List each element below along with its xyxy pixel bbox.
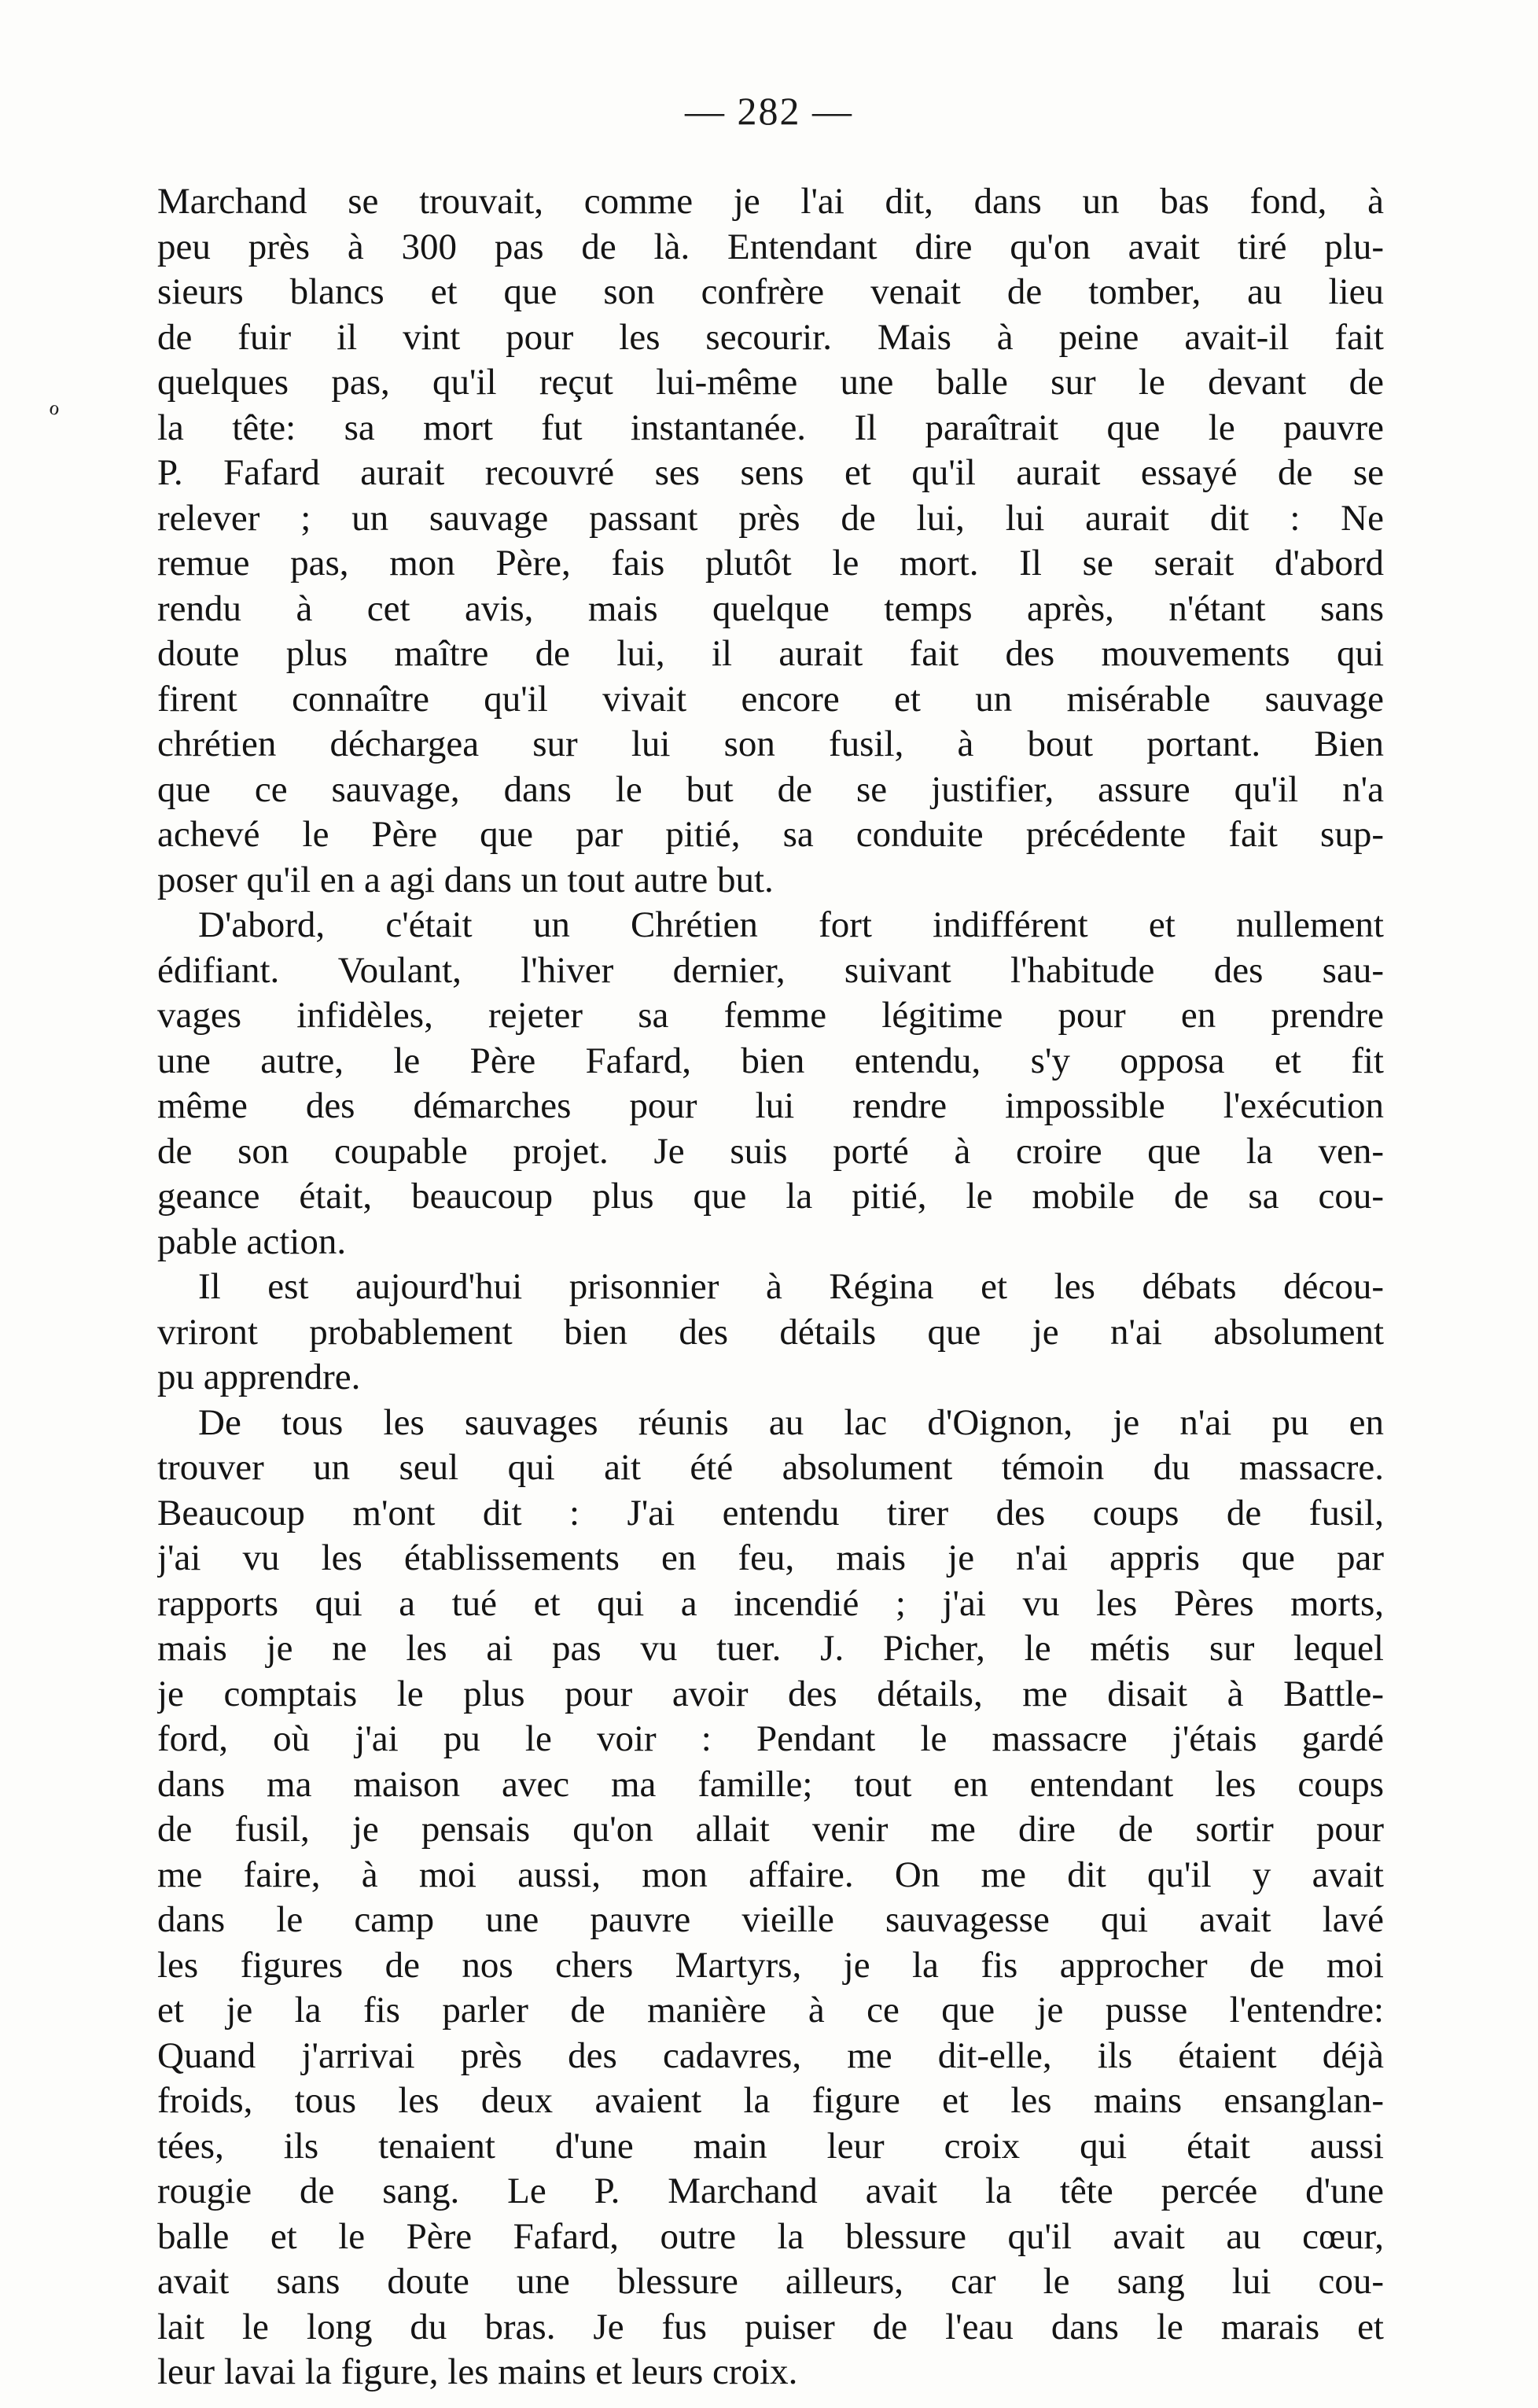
- text-line: quelques pas, qu'il reçut lui-même une balle sur le devant de: [157, 362, 1384, 403]
- text-line: dans le camp une pauvre vieille sauvagesse qui avait lavé: [157, 1899, 1384, 1940]
- text-line: froids, tous les deux avaient la figure et les mains ensanglan-: [157, 2080, 1384, 2121]
- text-line: D'abord, c'était un Chrétien fort indifférent et nullement: [198, 904, 1384, 945]
- text-line: Beaucoup m'ont dit : J'ai entendu tirer des coups de fusil,: [157, 1492, 1384, 1534]
- text-line: relever ; un sauvage passant près de lui, lui aurait dit : Ne: [157, 497, 1384, 539]
- text-line: me faire, à moi aussi, mon affaire. On me dit qu'il y avait: [157, 1854, 1384, 1895]
- text-line: que ce sauvage, dans le but de se justifier, assure qu'il n'a: [157, 768, 1384, 810]
- body-text: [157, 179, 1384, 2395]
- text-line: rapports qui a tué et qui a incendié ; j'ai vu les Pères morts,: [157, 1582, 1384, 1624]
- text-line: sieurs blancs et que son confrère venait de tomber, au lieu: [157, 271, 1384, 312]
- text-line: je comptais le plus pour avoir des détails, me disait à Battle-: [157, 1673, 1384, 1714]
- text-line: vriront probablement bien des détails que je n'ai absolument: [157, 1311, 1384, 1353]
- text-line: de son coupable projet. Je suis porté à croire que la ven-: [157, 1130, 1384, 1172]
- text-line: vages infidèles, rejeter sa femme légitime pour en prendre: [157, 995, 1384, 1036]
- text-line: balle et le Père Fafard, outre la blessure qu'il avait au cœur,: [157, 2215, 1384, 2257]
- text-line: les figures de nos chers Martyrs, je la fis approcher de moi: [157, 1944, 1384, 1986]
- text-line: trouver un seul qui ait été absolument témoin du massacre.: [157, 1447, 1384, 1488]
- text-line: geance était, beaucoup plus que la pitié, le mobile de sa cou-: [157, 1176, 1384, 1217]
- page-number: — 282 —: [685, 89, 853, 133]
- text-line: Quand j'arrivai près des cadavres, me dit-elle, ils étaient déjà: [157, 2034, 1384, 2076]
- text-line: pable action.: [157, 1221, 347, 1262]
- text-line: firent connaître qu'il vivait encore et un misérable sauvage: [157, 678, 1384, 720]
- text-line: tées, ils tenaient d'une main leur croix qui était aussi: [157, 2125, 1384, 2167]
- text-line: avait sans doute une blessure ailleurs, car le sang lui cou-: [157, 2261, 1384, 2302]
- text-line: la tête: sa mort fut instantanée. Il paraîtrait que le pauvre: [157, 407, 1384, 448]
- text-line: de fuir il vint pour les secourir. Mais à peine avait-il fait: [157, 316, 1384, 358]
- text-line: chrétien déchargea sur lui son fusil, à bout portant. Bien: [157, 724, 1384, 764]
- text-line: pu apprendre.: [157, 1357, 361, 1397]
- text-line: doute plus maître de lui, il aurait fait des mouvements qui: [157, 633, 1384, 674]
- text-line: remue pas, mon Père, fais plutôt le mort. Il se serait d'abord: [157, 543, 1384, 584]
- text-line: poser qu'il en a agi dans un tout autre but.: [157, 859, 774, 900]
- text-line: et je la fis parler de manière à ce que je pusse l'entendre:: [157, 1990, 1384, 2031]
- text-line: Il est aujourd'hui prisonnier à Régina et les débats décou-: [198, 1266, 1384, 1307]
- text-line: Marchand se trouvait, comme je l'ai dit, dans un bas fond, à: [157, 181, 1384, 222]
- text-line: peu près à 300 pas de là. Entendant dire qu'on avait tiré plu-: [157, 226, 1384, 267]
- text-line: édifiant. Voulant, l'hiver dernier, suivant l'habitude des sau-: [157, 949, 1384, 991]
- text-line: De tous les sauvages réunis au lac d'Oignon, je n'ai pu en: [198, 1401, 1384, 1443]
- text-line: même des démarches pour lui rendre impossible l'exécution: [157, 1085, 1384, 1126]
- margin-mark: ℴ: [49, 393, 60, 421]
- text-line: lait le long du bras. Je fus puiser de l'eau dans le marais et: [157, 2306, 1384, 2347]
- text-line: rendu à cet avis, mais quelque temps après, n'étant sans: [157, 587, 1384, 629]
- text-line: de fusil, je pensais qu'on allait venir me dire de sortir pour: [157, 1809, 1384, 1850]
- text-line: leur lavai la figure, les mains et leurs croix.: [157, 2351, 798, 2392]
- text-line: ford, où j'ai pu le voir : Pendant le massacre j'étais gardé: [157, 1718, 1384, 1759]
- text-line: j'ai vu les établissements en feu, mais je n'ai appris que par: [157, 1537, 1384, 1578]
- text-line: rougie de sang. Le P. Marchand avait la tête percée d'une: [157, 2171, 1384, 2211]
- text-line: une autre, le Père Fafard, bien entendu, s'y opposa et fit: [157, 1040, 1384, 1081]
- text-line: dans ma maison avec ma famille; tout en entendant les coups: [157, 1763, 1384, 1805]
- text-line: mais je ne les ai pas vu tuer. J. Picher, le métis sur lequel: [157, 1628, 1384, 1669]
- text-line: achevé le Père que par pitié, sa conduite précédente fait sup-: [157, 814, 1384, 855]
- text-line: P. Fafard aurait recouvré ses sens et qu'il aurait essayé de se: [157, 452, 1384, 493]
